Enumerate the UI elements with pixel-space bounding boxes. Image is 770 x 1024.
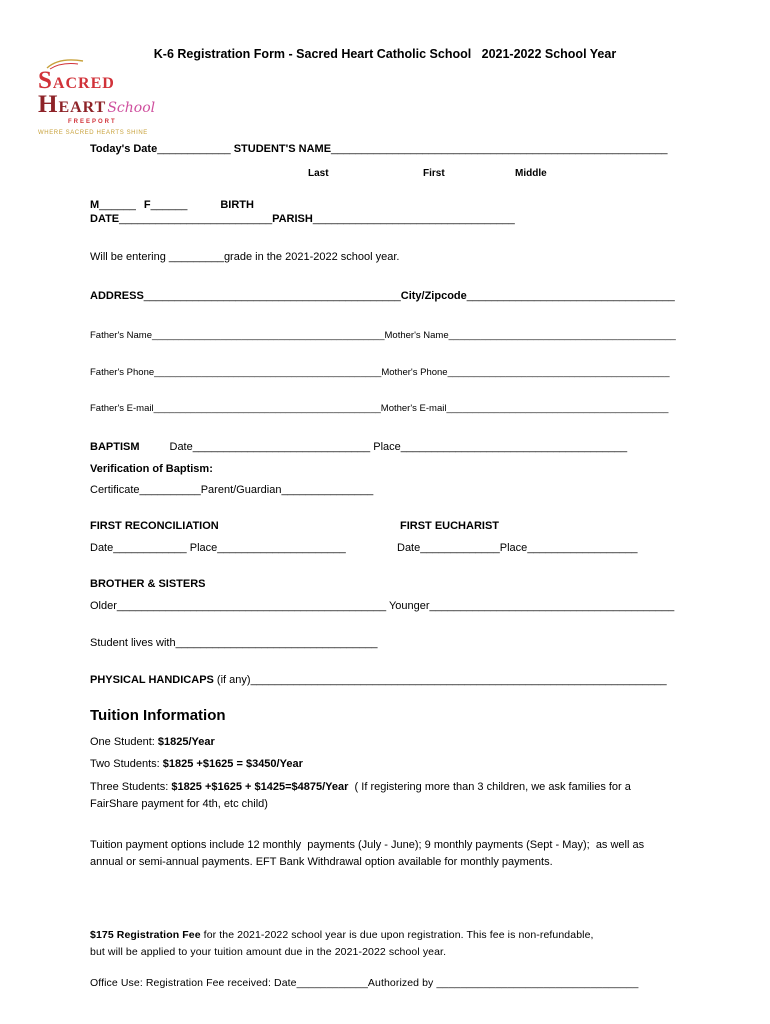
reconciliation-date-blank[interactable]: ____________	[113, 542, 187, 554]
logo-heart-rest: EART	[58, 99, 107, 116]
student-name-row	[90, 142, 678, 156]
gender-birthdate-parish-row	[90, 198, 678, 226]
logo-sacred-initial: S	[38, 67, 53, 94]
logo-word-sacred	[38, 68, 158, 93]
eucharist-place-label: Place	[499, 542, 528, 554]
eucharist-place-blank[interactable]: __________________	[527, 542, 638, 554]
birth-date-blank[interactable]: _________________________	[119, 213, 273, 225]
mother-phone-blank[interactable]: __________________________________________	[447, 367, 670, 378]
school-logo	[38, 56, 158, 136]
tuition-two-students-row	[90, 757, 678, 771]
registration-fee-paragraph	[90, 927, 605, 960]
form-body	[90, 140, 678, 990]
registration-fee-text: for the 2021-2022 school year is due upon registration. This fee is non-refundable, but will be applied to your tuition amount due in the 2021-2022 school year.	[90, 929, 597, 958]
mother-name-blank[interactable]: ___________________________________________	[448, 330, 676, 341]
logo-word-heart	[38, 91, 107, 118]
one-student-amount: $1825/Year	[157, 736, 215, 748]
father-email-blank[interactable]: ___________________________________________	[153, 403, 381, 414]
older-label: Older	[90, 600, 117, 612]
office-use-date-blank[interactable]: ____________	[296, 977, 368, 989]
younger-blank[interactable]: ________________________________________	[429, 600, 675, 612]
certificate-blank[interactable]: __________	[139, 484, 201, 496]
certificate-label: Certificate	[90, 484, 140, 496]
grade-prefix: Will be entering	[90, 251, 169, 263]
parent-email-row	[90, 403, 678, 415]
baptism-heading: BAPTISM	[90, 441, 140, 453]
address-label: ADDRESS	[90, 290, 144, 302]
one-student-label: One Student:	[90, 736, 158, 748]
lives-with-label: Student lives with	[90, 637, 176, 649]
three-students-label: Three Students:	[90, 781, 172, 793]
sacraments-heading-row	[90, 519, 678, 533]
registration-fee-amount: $175 Registration Fee	[90, 929, 201, 941]
father-email-label: Father's E-mail	[90, 403, 154, 414]
parent-phone-row	[90, 367, 678, 379]
student-name-label: STUDENT'S NAME	[230, 143, 332, 155]
physical-handicaps-blank[interactable]: ____________________________________________________________________	[250, 674, 667, 686]
eucharist-date-blank[interactable]: _____________	[420, 542, 500, 554]
father-phone-blank[interactable]: ___________________________________________	[154, 367, 382, 378]
logo-sacred-rest: ACRED	[52, 75, 115, 92]
logo-heart-initial: H	[38, 91, 59, 118]
mother-email-blank[interactable]: __________________________________________	[446, 403, 669, 414]
address-row	[90, 289, 678, 303]
name-parts-row	[90, 168, 678, 180]
tuition-one-student-row	[90, 735, 678, 749]
parent-guardian-label: Parent/Guardian	[200, 484, 282, 496]
physical-handicaps-row	[90, 673, 678, 687]
female-label: F	[143, 199, 151, 211]
logo-word-heart-row	[38, 92, 158, 117]
name-part-first-label: First	[423, 168, 445, 179]
father-name-blank[interactable]: ____________________________________________	[152, 330, 385, 341]
baptism-row	[90, 440, 678, 454]
office-use-row	[90, 976, 678, 990]
older-younger-row	[90, 599, 678, 613]
form-title: K-6 Registration Form - Sacred Heart Catholic School 2021-2022 School Year	[153, 47, 617, 61]
reconciliation-place-blank[interactable]: _____________________	[217, 542, 346, 554]
baptism-place-blank[interactable]: _____________________________________	[400, 441, 628, 453]
first-reconciliation-heading: FIRST RECONCILIATION	[90, 520, 219, 532]
parish-label: PARISH	[272, 213, 313, 225]
grade-blank[interactable]: _________	[168, 251, 224, 263]
three-students-note: ( If registering more than 3 children, we ask families for a FairShare payment for 4th, etc child)	[90, 781, 634, 810]
todays-date-blank[interactable]: ____________	[157, 143, 231, 155]
father-name-label: Father's Name	[90, 330, 153, 341]
reconciliation-place-label: Place	[186, 542, 218, 554]
parish-blank[interactable]: _________________________________	[312, 213, 515, 225]
address-blank[interactable]: __________________________________________	[143, 290, 401, 302]
authorized-by-label: Authorized by	[367, 977, 437, 989]
baptism-verification-label: Verification of Baptism:	[90, 463, 213, 475]
parent-guardian-blank[interactable]: _______________	[281, 484, 374, 496]
mother-phone-label: Mother's Phone	[381, 367, 448, 378]
tuition-three-students-row	[90, 779, 678, 813]
first-eucharist-heading: FIRST EUCHARIST	[400, 520, 499, 532]
male-blank[interactable]: ______	[99, 199, 136, 211]
lives-with-blank[interactable]: _________________________________	[175, 637, 378, 649]
grade-suffix: grade in the 2021-2022 school year.	[223, 251, 400, 263]
mother-name-label: Mother's Name	[384, 330, 449, 341]
city-zipcode-label: City/Zipcode	[400, 290, 467, 302]
younger-label: Younger	[386, 600, 430, 612]
eucharist-date-label: Date	[397, 542, 421, 554]
student-name-blank[interactable]: _______________________________________________________	[331, 143, 668, 155]
tuition-payment-options-paragraph: Tuition payment options include 12 monthly payments (July - June); 9 monthly payments (Sept - May); as well as annual or semi-annual payments. EFT Bank Withdrawal option available for monthly payments.	[90, 839, 648, 868]
female-blank[interactable]: ______	[150, 199, 188, 211]
logo-city-label: FREEPORT	[68, 119, 117, 125]
logo-tagline: WHERE SACRED HEARTS SHINE	[38, 130, 148, 136]
todays-date-label: Today's Date	[90, 143, 158, 155]
logo-word-school: School	[107, 100, 156, 116]
three-students-amount: $1825 +$1625 + $1425=$4875/Year	[171, 781, 349, 793]
tuition-heading: Tuition Information	[90, 707, 226, 724]
parent-name-row	[90, 330, 678, 342]
eucharist-date-group	[397, 541, 637, 555]
baptism-date-blank[interactable]: _____________________________	[192, 441, 371, 453]
name-part-middle-label: Middle	[515, 168, 547, 179]
student-lives-with-row	[90, 636, 678, 650]
male-label: M	[90, 199, 100, 211]
reconciliation-date-label: Date	[90, 542, 114, 554]
older-blank[interactable]: ____________________________________________	[116, 600, 387, 612]
city-zipcode-blank[interactable]: __________________________________	[466, 290, 675, 302]
brother-sisters-heading: BROTHER & SISTERS	[90, 578, 206, 590]
baptism-date-label: Date	[169, 441, 193, 453]
baptism-place-label: Place	[370, 441, 401, 453]
birth-date-label: BIRTH DATE	[90, 199, 258, 225]
grade-row	[90, 250, 678, 264]
two-students-amount: $1825 +$1625 = $3450/Year	[162, 758, 303, 770]
mother-email-label: Mother's E-mail	[380, 403, 447, 414]
name-part-last-label: Last	[308, 168, 329, 179]
sacraments-date-row	[90, 541, 678, 555]
physical-handicaps-suffix: (if any)	[213, 674, 251, 686]
father-phone-label: Father's Phone	[90, 367, 155, 378]
two-students-label: Two Students:	[90, 758, 163, 770]
baptism-certificate-row	[90, 483, 678, 497]
authorized-by-blank[interactable]: __________________________________	[436, 977, 639, 989]
physical-handicaps-label: PHYSICAL HANDICAPS	[90, 674, 214, 686]
office-use-label: Office Use: Registration Fee received: Date	[90, 977, 297, 989]
